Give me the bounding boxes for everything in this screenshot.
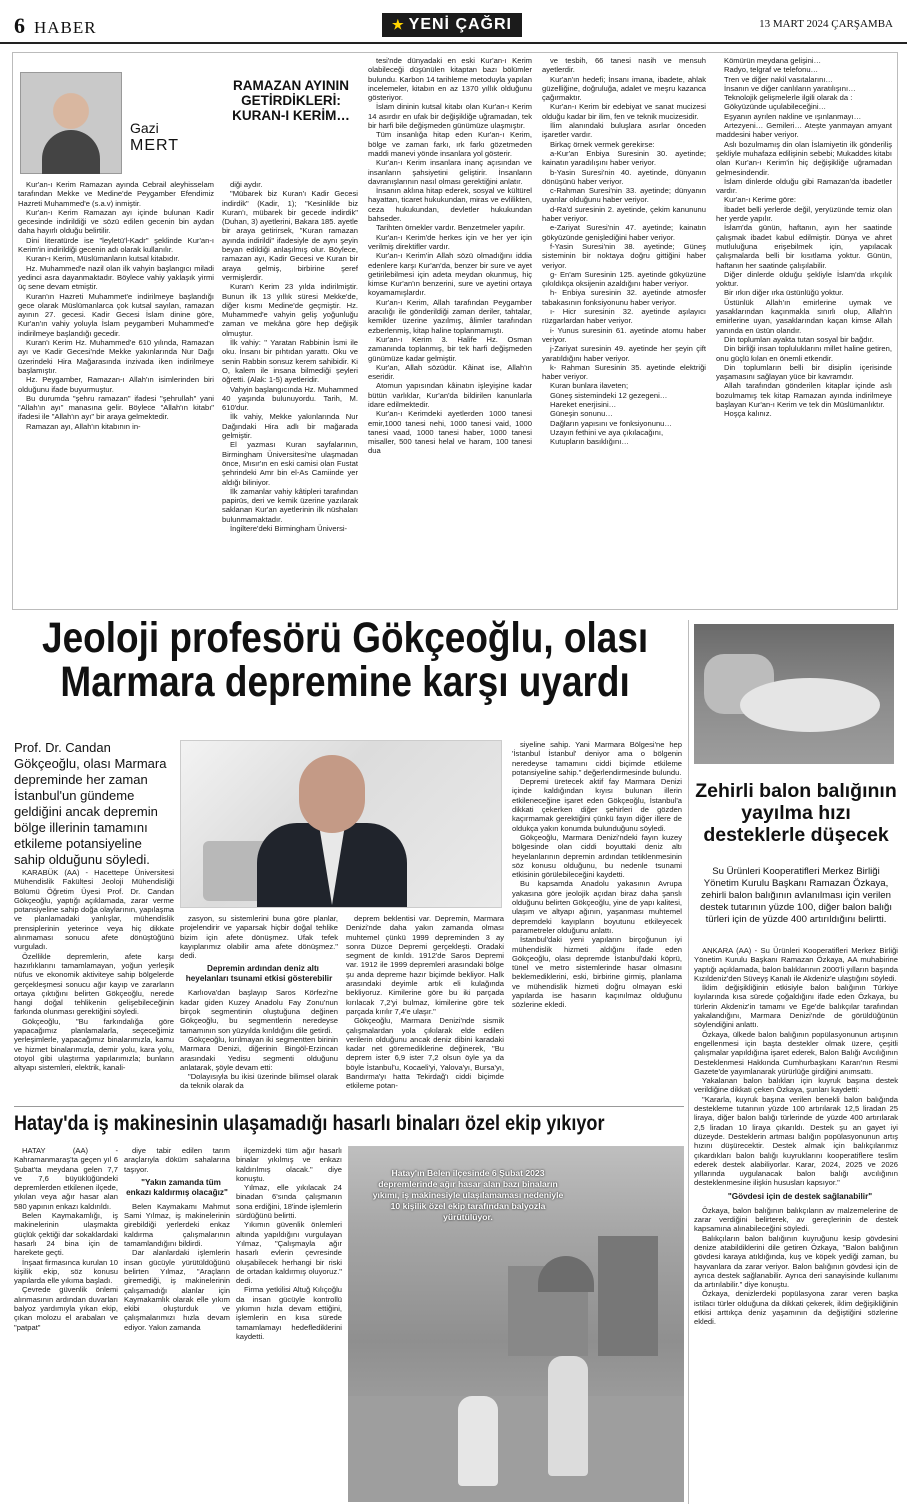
paragraph: b-Yasin Suresi'nin 40. ayetinde, dünyanın dönüşünü haber veriyor. xyxy=(542,167,706,186)
geology-headline-line2: Marmara depremine karşı uyardı xyxy=(60,658,630,706)
paragraph: diye tabir edilen tarım araçlarıyla döküm sahalarına taşıyor. xyxy=(124,1146,230,1174)
paragraph: Kuran'ın Hazreti Muhammet'e indirilmeye başlandığı gece olarak Müslümanlarca çok kutsal sayılan, ramazan ayının 27. gecesi. Kadir Gecesi İslam dinine göre, Kur'an'ın vahiy yoluyla İslam peygamberi Muhammed'e indirilmeye başlandığı gecedir. xyxy=(18,291,214,338)
page-number: 6 xyxy=(14,13,25,38)
paragraph: "Kararla, kuyruk başına verilen benekli balon balığında destekleme tutarının yüzde 100 artırılarak 12,5 liradan 25 liraya, diğer balon balığı türlerinde de yüzde 400 artırılarak 2,5 liradan 10 liraya çıkarıldı. Destek şu an gayet iyi düzeyde. Desteklerin artması balığın popülasyonunun artış hızını düşürecektir. Destek almak için balıkçılarımız çıkardıkları balon balığı kuyruklarını kooperatiflere teslim ederek destek alabiliyorlar. Karar, 2024, 2025 ve 2026 yıllarında uygulanacak balon balığı avcılığının desteklenmesine ilişkin hususları kapsıyor." xyxy=(694,1094,898,1188)
paragraph: İngiltere'deki Birmingham Üniversi- xyxy=(230,523,348,533)
paragraph: Kömürün meydana gelişini… xyxy=(724,56,822,65)
paragraph: Radyo, telgraf ve telefonu… xyxy=(724,65,819,75)
photo-caption: Hatay'ın Belen ilçesinde 6 Şubat 2023 depremlerinde ağır hasar alan bazı binaların yıkımı, iş makinesiyle ulaşılamaması nedeniyle 10 kişilik özel ekip tarafından balyozla yürütülüyor. xyxy=(372,1168,564,1222)
demolition-photo xyxy=(348,1146,684,1502)
paragraph: c-Rahman Suresi'nin 33. ayetinde; dünyanın uyarılar olduğunu haber veriyor. xyxy=(542,186,706,205)
paragraph: Kur'an-ı Kerim 3. Halife Hz. Osman zamanında toplanmış, bir tek harfi değişmeden günümüze kadar gelmiştir. xyxy=(368,334,532,363)
hatay-text-col3 xyxy=(236,1146,342,1502)
paragraph: Vahyin başlangıcında Hz. Muhammed 40 yaşında bulunuyordu. Tarih, M. 610'dur. xyxy=(222,384,358,413)
author-last-name: MERT xyxy=(130,137,180,154)
paragraph: Gökçeoğlu, kırılmayan iki segmentten birinin Marmara Denizi, diğerinin Bingöl-Erzincan arasındaki Yedisu segmenti olduğunu anlatarak, şöyle devam etti: xyxy=(180,1034,338,1072)
paragraph: Bu kapsamda Anadolu yakasının Avrupa yakasına göre jeolojik açıdan biraz daha şanslı olduğunu belirten Gökçeoğlu, yine de yapı kalitesi, ulaşım ve altyapı ağının, yaşanması muhtemel depremdeki kayıpların boyutunu etkileyecek parametreler olduğunu anlattı. xyxy=(512,879,682,935)
paragraph: Balıkçıların balon balığının kuyruğunu kesip gövdesini denize atabildiklerini dile getiren Özkaya, "Balon balığının gövdesi karaya atıldığında, kuş ve köpek yediği zaman, bu hayvanlara da zarar veriyor. Balon balığının gövdesi için de ayrıca destek sağlanabilir. Ayrıca deri sanayisinde kullanımı da artırılabilir." diye konuştu. xyxy=(694,1233,898,1290)
photo-rubble xyxy=(348,1396,684,1502)
photo-building-tall xyxy=(598,1236,658,1356)
paragraph: Gökçeoğlu, "Bu farkındalığa göre yapacağımız planlamalarla, seçeceğimiz yerleşimlerle, yapacağımız binalarımızla, kamu ve hizmet binalarımızla, demir yolu, kara yolu, otoyol gibi ulaştırma yapılarımızla; bunların altyapı sistemleri, elektrik, kanali- xyxy=(14,1016,174,1073)
paragraph: siyeline sahip. Yani Marmara Bölgesi'ne hep 'İstanbul İstanbul' deniyor ama o bölgenin neredeyse tamamını ciddi biçimde etkileme potansiyeline sahip." değerlendirmesinde bulundu. xyxy=(512,740,682,777)
paragraph: Din toplumları ayakta tutan sosyal bir bağdır. xyxy=(724,334,874,344)
paragraph: Gökçeoğlu, Marmara Denizi'nde sismik çalışmalardan yola çıkılarak elde edilen verilerin olduğunu ancak deniz dibini karadaki kadar net göremediklerine değinerek, "Bu deprem ister 6,9 ister 7,2 olsun öyle ya da böyle İstanbul'u, Kocaeli'yi, Yalova'yı, Bursa'yı, Bandırma'yı hatta Tekirdağ'ı ciddi biçimde etkileme potan- xyxy=(346,1016,504,1091)
geology-headline xyxy=(14,616,676,704)
paragraph: ı- Hicr suresinin 32. ayetinde aşılayıcı rüzgarlardan haber veriyor. xyxy=(542,307,706,326)
paragraph: Hz. Muhammed'e nazil olan ilk vahyin başlangıcı miladi yedinci asra dayanmaktadır. Böylece vahiy yaklaşık yirmi üç sene devam etmiştir. xyxy=(18,263,214,292)
paragraph: İlk zamanlar vahiy kâtipleri tarafından papirüs, deri ve kemik üzerine yazılarak saklanan Kur'an ayetlerinin ilk nüshaları bulunmamaktadır. xyxy=(222,486,358,524)
paragraph: Güneşin sonunu… xyxy=(550,409,613,419)
paragraph: Eşyanın ayrılen nakline ve ışınlanmayı… xyxy=(724,111,862,121)
paragraph: Kuran'ı Kerim Hz. Muhammed'e 610 yılında, Ramazan ayı ve Kadir Gecesi'nde Mekke yakınlarında Nur Dağı üzerindeki Hira Mağarasında inzivada iken indirilmeye başlamıştır. xyxy=(18,338,214,375)
paragraph: Din birliği insan topluluklarını millet haline getiren, onu güçlü kılan en önemli etkendir. xyxy=(716,344,892,363)
paragraph: İklim değişikliğinin etkisiyle balon balığının Türkiye kıyılarında kısa sürede çoğaldığını ifade eden Özkaya, bu türlerin Akdeniz'in tamamı ve Ege'de balıkçılar tarafından yakalandığını, Marmara Denizi'nde de görüldüğünün söylendiğini anlattı. xyxy=(694,983,898,1030)
paragraph: j-Zariyat suresinin 49. ayetinde her şeyin çift yaratıldığını haber veriyor. xyxy=(542,344,706,363)
paragraph: ilçemizdeki tüm ağır hasarlı binalar yıkılmış ve enkazı kaldırılmış olacak." diye konuştu. xyxy=(236,1146,342,1183)
paragraph: Kur'an-ı Kerim'de herkes için ve her yer için verilmiş direktifler vardır. xyxy=(368,232,532,251)
section-title: HABER xyxy=(34,18,97,37)
paragraph: ANKARA (AA) - Su Ürünleri Kooperatifleri Merkez Birliği Yönetim Kurulu Başkanı Ramazan Özkaya, AA muhabirine yaptığı açıklamada, balon balıklarının 2000'li yılların başında Kızıldeniz'den Süveyş Kanalı ile Akdeniz'e ulaştığını söyledi. xyxy=(694,946,898,983)
paragraph: İlk vahiy, Mekke yakınlarında Nur Dağındaki Hira adlı bir mağarada gelmiştir. xyxy=(222,412,358,441)
paragraph: İnsanın ve diğer canlıların yaratılışını… xyxy=(724,83,856,93)
paragraph: İslam'da günün, haftanın, ayın her saatinde çalışmak ibadet kabul edilmiştir. Dünya ve ahret mutluluğuna erişebilmek için, yapılacak çalışmalarda belli bir kısıtlama yoktur. Günün, haftanın her saatinde çalışılabilir. xyxy=(716,223,892,270)
paragraph: Bu durumda "şehru ramazan" ifadesi "şehrullah" yani "Allah'ın ayı" manasına gelir. Böylece "Allah'ın kitabı" ifadesi ile "Allah'ın ayı" bir araya gelmektedir. xyxy=(18,393,214,422)
paragraph: k- Rahman Suresinin 35. ayetinde elektriği haber veriyor. xyxy=(542,362,706,382)
paragraph: Özkaya, denizlerdeki popülasyona zarar veren başka istilacı türler olduğuna da dikkati çekerek, iklim değişikliğinin etkisi arttıkça deniz yaşamının da değiştiğini sözlerine ekledi. xyxy=(694,1289,898,1327)
section-rule xyxy=(14,1106,684,1107)
author-first-name: Gazi xyxy=(130,120,159,136)
paragraph: Allah tarafından gönderilen kitaplar içinde aslı bozulmamış tek kitap Ramazan ayında indirilmeye başlayan Kur'an-ı Kerim ve tek din Müslümanlıktır. xyxy=(716,381,892,409)
paragraph: a-Kur'an Enbiya Suresinin 30. ayetinde; kainatın yaradılışını haber veriyor. xyxy=(542,148,706,168)
pufferfish-photo xyxy=(694,624,894,764)
geology-text-col1 xyxy=(14,868,174,1100)
paragraph: İslam dininin kutsal kitabı olan Kur'an-ı Kerim 14 asırdır en ufak bir değişikliğe uğramadan, tek bir harfi bile değişmeden günümüze ulaşmıştır. xyxy=(368,102,532,131)
paragraph: Kur'an-ı Kerim insanlara inanç açısından ve insanların şahsiyetini geliştirir. İnsanların davranışlarının nasıl olması gerektiğini anlatır. xyxy=(368,158,532,186)
subheading: "Yakın zamanda tüm enkazı kaldırmış olacağız" xyxy=(126,1177,228,1197)
paragraph: Tarihten örnekler vardır. Benzetmeler yapılır. xyxy=(376,223,525,233)
hatay-headline: Hatay'da iş makinesinin ulaşamadığı hasarlı binaları özel ekip yıkıyor xyxy=(14,1112,605,1135)
paragraph: Birkaç örnek vermek gerekirse: xyxy=(550,139,655,149)
paragraph: İlk vahiy: " Yaratan Rabbinin İsmi ile oku. İnsanı bir pıhtıdan yarattı. Oku ve senin Rabbin sonsuz kerem sahibidir. Ki O, kalem ile insana bilmediği şeyleri öğretti. (Alak: 1-5) ayetleridir. xyxy=(222,338,358,385)
paragraph: Kur'an'ın hedefi; İnsanı imana, ibadete, ahlak güzelliğine, doğruluğa, adalet ve meşru kazanca çağırmaktır. xyxy=(542,74,706,103)
paragraph: Hoşça kalınız. xyxy=(724,409,772,419)
paragraph: Kutupların basıklığını… xyxy=(550,437,629,447)
photo-fish xyxy=(740,678,880,732)
issue-date: 13 MART 2024 ÇARŞAMBA xyxy=(759,18,893,30)
photo-worker xyxy=(548,1356,588,1476)
paragraph: g- En'am Suresinin 125. ayetinde gökyüzüne çıkıldıkça oksijenin azaldığını haber veriyor. xyxy=(542,269,706,289)
paragraph: İnşaat firmasınca kurulan 10 kişilik ekip, söz konusu yapılarda elle yıkıma başladı. xyxy=(14,1257,118,1286)
paragraph: Üstünlük Allah'ın emirlerine uymak ve yasaklarından kaçınmakla sınırlı olup, Allah'ın emirlerine uyan, yasaklarından kaçan kimse Allah yanında en üstün olandır. xyxy=(716,297,892,335)
column-text-col2 xyxy=(222,180,358,600)
hatay-text-col2 xyxy=(124,1146,230,1502)
paragraph: Uzayın fethini ve aya çıkılacağını, xyxy=(550,427,664,437)
photo-face xyxy=(299,755,365,833)
paragraph: Çevrede güvenlik önlemi alınmasının ardından duvarları balyoz yardımıyla yıkan ekip, çıkan molozu el arabaları ve "patpat" xyxy=(14,1285,118,1332)
paragraph: İnsanın aklına hitap ederek, sosyal ve kültürel hayattan, ticaret hukukundan, miras ve evlilikten, ceza hukukundan, devletler hukukundan bahseder. xyxy=(368,186,532,224)
paragraph: Özkaya, balon balığının balıkçıların av malzemelerine de zarar verdiğini belirterek, av gereçlerinin de destek kapsamına alınabileceğini söyledi. xyxy=(694,1205,898,1234)
paragraph: İslam dinlerde olduğu gibi Ramazan'da ibadetler vardır. xyxy=(716,176,892,196)
paragraph: Özellikle depremlerin, afete karşı hazırlıklarını tamamlamayan, yoğun yerleşik nüfus ve ekonomik aktiviteye sahip bölgelerde gerçekleşmesi sonucu ağır kayıp ve zararların ortaya çıktığını belirten Gökçeoğlu, nerede hangi doğal tehlikenin gelişebileceğinin farkında olunması gerektiğini söyledi. xyxy=(14,951,174,1017)
paragraph: Artezyeni… Gemileri… Ateşte yanmayan amyant maddesini haber veriyor. xyxy=(716,121,892,140)
paragraph: Depremi üretecek aktif fay Marmara Denizi içinde kaldığından kıyısı bulunan illerin etkileneceğine işaret eden Gökçeoğlu, İstanbul'a dikkati çekerken diğer şehirleri de gözden kaçırmamak gerektiğini çünkü fayın diğer illere de oldukça yakın konumda bulunduğunu söyledi. xyxy=(512,777,682,833)
paragraph: Kur'an, Allah sözüdür. Kâinat ise, Allah'ın eseridir. xyxy=(368,362,532,382)
paragraph: Hareket enerjisini… xyxy=(550,399,617,409)
paragraph: Gökçeoğlu, Marmara Denizi'ndeki fayın kuzey bölgesinde olan ciddi boyuttaki deniz altı heyelanlarının depremin ardından tetiklenmesinin söz konusu olduğunu, bu nedenle tsunami etkisinin görülebileceğini kaydetti. xyxy=(512,832,682,880)
paragraph: Kuran-ı Kerim, Müslümanların kutsal kitabıdır. xyxy=(26,254,180,264)
paragraph: Diğer dinlerde olduğu şekliyle İslam'da ırkçılık yoktur. xyxy=(716,269,892,289)
column-text-col4 xyxy=(542,56,706,604)
paragraph: Kur'an-ı Kerimdeki ayetlerden 1000 tanesi emir,1000 tanesi nehi, 1000 tanesi vaid, 1000 tanesi vaad, 1000 tanesi haber, 1000 tanesi misaller, 500 tanesi helal ve haram, 100 tanesi dua xyxy=(368,409,532,456)
paragraph: HATAY (AA) - Kahramanmaraş'ta geçen yıl 6 Şubat'ta meydana gelen 7,7 ve 7,6 büyüklüğündeki depremlerden etkilenen ilçede, yıkılan veya ağır hasar alan 580 yapının enkazı kaldırıldı. xyxy=(14,1146,118,1211)
subheading: Depremin ardından deniz altı heyelanları tsunami etkisi gösterebilir xyxy=(185,964,333,984)
paragraph: Kur'an-ı Kerim Ramazan ayında Cebrail aleyhisselam tarafından Mekke ve Medine'de Peygamber Efendimiz Hazreti Muhammed'e (s.a.v) inmiştir. xyxy=(18,180,214,208)
paragraph: ve tesbih, 66 tanesi nasih ve mensuh ayetlerdir. xyxy=(542,56,706,75)
logo-text: YENİ ÇAĞRI xyxy=(408,16,512,33)
paragraph: Kuran bunlara ilaveten; xyxy=(550,381,629,391)
professor-photo xyxy=(180,740,502,908)
paragraph: d-Ra'd suresinin 2. ayetinde, çekim kanununu haber veriyor. xyxy=(542,204,706,224)
paragraph: KARABÜK (AA) - Hacettepe Üniversitesi Mühendislik Fakültesi Jeoloji Mühendisliği Bölümü Öğretim Üyesi Prof. Dr. Candan Gökçeoğlu, yaptığı açıklamada, zarar verme potansiyeline sahip doğa olaylarının, yapılaşma ve planlamadaki yanlışlar, mühendislik prensiplerinin yeterince veya hiç dikkate alınmaması sonucu afete dönüştüğünü vurguladı. xyxy=(14,868,174,952)
paragraph: Kur'an-ı Kerim, Allah tarafından Peygamber aracılığı ile gönderildiği zaman deriler, tahtalar, kemikler üzerine yazılmış, âlimler tarafından ezberlenmiş, kitap haline toplanmamıştı. xyxy=(368,297,532,335)
column-text-col1 xyxy=(18,180,214,600)
paragraph: Gökyüzünde uçulabileceğini… xyxy=(724,102,827,112)
paragraph: tesi'nde dünyadaki en eski Kur'an-ı Kerim olabileceği düşünülen kitaptan bazı bölümler bulundu. Karbon 14 tarihleme metoduyla yapılan incelemeler, kitabın en az 1370 yıllık olduğunu gösteriyor. xyxy=(368,56,532,103)
fish-lead: Su Ürünleri Kooperatifleri Merkez Birliği Yönetim Kurulu Başkanı Ramazan Özkaya, zehirli balon balığının avlanılması için verilen destek tutarının yüzde 100, diğer balon balığı türleri için de yüzde 400 artırıldığını belirtti. xyxy=(699,866,892,925)
paragraph: Teknolojik gelişmelerle ilgili olarak da : xyxy=(724,93,853,103)
geology-headline-line1: Jeoloji profesörü Gökçeoğlu, olası xyxy=(42,614,649,662)
fish-headline: Zehirli balon balığının yayılma hızı desteklerle düşecek xyxy=(695,780,897,846)
column-text-col5 xyxy=(716,56,892,604)
paragraph: İlim alanındaki buluşlara asırlar önceden işaretler vardır. xyxy=(542,121,706,140)
paragraph: Karlıova'dan başlayıp Saros Körfezi'ne kadar giden Kuzey Anadolu Fay Zonu'nun birçok segmentinin oluştuğuna değinen Gökçeoğlu, bu segmentlerin neredeyse tamamının son yüzyılda kırıldığını dile getirdi. xyxy=(180,988,338,1035)
paragraph: Dağların yapısını ve fonksiyonunu… xyxy=(550,418,672,428)
geology-text-col4 xyxy=(512,740,682,1100)
column-text-col3 xyxy=(368,56,532,604)
paragraph: Tren ve diğer nakil vasıtalarını… xyxy=(724,74,834,84)
paragraph: Ramazan ayı, Allah'ın kitabının in- xyxy=(26,421,141,431)
geology-lead: Prof. Dr. Candan Gökçeoğlu, olası Marmara depreminde her zaman İstanbul'un gündeme geldiğini ancak depremin bölge illerinin tamamını etkileme potansiyeline sahip olduğunu söyledi. xyxy=(14,740,167,867)
paragraph: diği aydır. xyxy=(230,180,263,189)
paragraph: Firma yetkilisi Altuğ Kılıçoğlu da insan gücüyle kontrollü yıkımın hızla devam ettiğini, işlemlerin en kısa sürede tamamlamayı hedeflediklerini kaydetti. xyxy=(236,1285,342,1341)
paragraph: Kur'an-ı Kerim'in Allah sözü olmadığını iddia edenlere karşı Kur'an'da, benzer bir sure ve ayet getirilebilmesi için adeta meydan okunmuş, hiç kimse Kur'an'ın benzerini, sure ve ayetini ortaya koyamamışlardır. xyxy=(368,251,532,298)
paragraph: Kur'an-ı Kerim bir edebiyat ve sanat mucizesi olduğu kadar bir ilim, fen ve teknik mucizesidir. xyxy=(542,102,706,121)
paragraph: e-Zariyat Suresi'nin 47. ayetinde; kainatın gökyüzünde genişlediğini haber veriyor. xyxy=(542,223,706,242)
paragraph: Bir ırkın diğer ırka üstünlüğü yoktur. xyxy=(724,288,844,298)
paragraph: Atomun yapısından kâinatın işleyişine kadar bütün varlıklar, Kur'an'da bildirilen kanunlarla idare edilmektedir. xyxy=(368,381,532,409)
paragraph: Yıkımın güvenlik önlemleri altında yapıldığını vurgulayan Yılmaz, "Çalışmayla ağır hasarlı evlerin çevresinde oluşabilecek herhangi bir riski de ortadan kaldırmış oluyoruz." dedi. xyxy=(236,1220,342,1286)
column-divider xyxy=(688,620,689,1504)
paragraph: İbadet belli yerlerde değil, yeryüzünde temiz olan her yerde yapılır. xyxy=(716,204,892,224)
paragraph: h- Enbiya suresinin 32. ayetinde atmosfer tabakasının fonksiyonunu haber veriyor. xyxy=(542,288,706,307)
paragraph: Belen Kaymakamlığı, iş makinelerinin ulaşmakta güçlük çektiği dar sokaklardaki hasarlı 24 bina için de harekete geçti. xyxy=(14,1211,118,1258)
fish-text xyxy=(694,946,898,1502)
paragraph: i- Yunus suresinin 61. ayetinde atomu haber veriyor. xyxy=(542,325,706,344)
paragraph: Kur'an-ı Kerime göre: xyxy=(724,195,796,205)
paragraph: deprem beklentisi var. Depremin, Marmara Denizi'nde daha yakın zamanda olması muhtemel çünkü 1999 depreminden 3 ay sonra Düzce Depremi gerçekleşti. Oradaki segment de kırıldı. 1912'de Saros Depremi var. 1912 ile 1999 depremleri arasındaki bölge şu anda depreme hazır biçimde bekliyor. Halk arasındaki deyimle artık eli kulağında bekliyoruz. Kimilerine göre bu iki parçada kırılacak 7,2'yi bulmaz, kimilerine göre tek parçada kırılır 7,4'e ulaşır." xyxy=(346,914,504,1016)
star-icon: ★ xyxy=(392,17,405,32)
paragraph: "Dolayısıyla bu ikisi üzerinde bilimsel olarak da teknik olarak da xyxy=(180,1072,338,1091)
geology-text-col3 xyxy=(346,914,504,1100)
paragraph: İstanbul'daki yeni yapıların birçoğunun iyi mühendislik hizmeti aldığını ifade eden Gökçeoğlu, olası depremde İstanbul'daki köprü, tünel ve metro sistemlerinde hasar olmasını beklemediklerini, eski, birbirine girmiş, planlama ve mühendislik hizmeti doğru olmayan eski yapılarda ise hasarın kaçınılmaz olduğunu sözlerine ekledi. xyxy=(512,935,682,1010)
paragraph: Hz. Peygamber, Ramazan-ı Allah'ın isimlerinden biri olduğunu ifade buyurmuştur. xyxy=(18,375,214,394)
paragraph: Yılmaz, elle yıkılacak 24 binadan 6'sında çalışmanın sona erdiğini, 18'inde işlemlerin sürdüğünü belirtti. xyxy=(236,1183,342,1221)
paragraph: Kur'an-ı Kerim Ramazan ayı içinde bulunan Kadir gecesinde indirildiği ve sözü edilen gecenin bin aydan daha hayırlı olduğu belirtilir. xyxy=(18,207,214,236)
paragraph: El yazması Kuran sayfalarının, Birmingham Üniversitesi'ne ulaşmadan önce, Mısır'ın en eski camisi olan Fustat şehrindeki Amr bin el-As Camiinde yer aldığı biliniyor. xyxy=(222,440,358,487)
paragraph: Yakalanan balon balıkları için kuyruk başına destek verildiğine dikkati çeken Özkaya, şunları kaydetti: xyxy=(694,1076,898,1095)
paragraph: Özkaya, ülkede balon balığının popülasyonunun artışının engellenmesi için başta destekler olmak üzere, çeşitli çalışmalar yapıldığına işaret ederek, Balon Balığı Avcılığının Desteklenmesi Hakkında Cumhurbaşkanı Kararı'nın Resmi Gazete'de yayımlanarak yürürlüğe girdiğini anımsattı. xyxy=(694,1029,898,1076)
paragraph: Aslı bozulmamış din olan İslamiyetin ilk gönderiliş şekliyle muhafaza edilişinin sebebi; Mukaddes kitabı olan Kur'an-ı Kerim'in hiç değişikliğe uğramadan gelmesindendir. xyxy=(716,139,892,177)
paragraph: "Mübarek biz Kuran'ı Kadir Gecesi indirdik" (Kadir, 1); "Kesinlikle biz Kuran'ı, mübarek bir gecede indirdik" (Duhan, 3) ayetlerini, Bakara 185. ayetle bir araya getirirsek, "Kuran ramazan ayında indirildi" ifadesiyle de aynı şeyin beyan edildiği anlaşılmış olur. Böylece, ramazan ayı, Kadir Gecesi ve Kuran bir araya gelmiş, birbirine şeref vermişlerdir. xyxy=(222,189,358,282)
hatay-text-col1 xyxy=(14,1146,118,1502)
photo-mosque-dome xyxy=(538,1256,594,1292)
paragraph: Belen Kaymakamı Mahmut Sami Yılmaz, iş makinelerinin girebildiği yerlerdeki enkaz kaldırma çalışmalarının tamamlandığını bildirdi. xyxy=(124,1201,230,1249)
paragraph: Kuran'ı Kerim 23 yılda indirilmiştir. Bunun ilk 13 yıllık süresi Mekke'de, diğer kısmı Medine'de geçmiştir. Hz. Muhammed'e vahyin geliş yoğunluğu zaman ve mekâna göre hep değişik olmuştur. xyxy=(222,282,358,338)
paragraph: zasyon, su sistemlerini buna göre planlar, projelendirir ve yaparsak hiçbir doğal tehlike bizim için afete dönüşmez. Ufak tefek kayıplarımız olabilir ama afete dönüşmez." dedi. xyxy=(180,914,338,961)
newspaper-logo xyxy=(382,13,522,37)
paragraph: Güneş sistemindeki 12 gezegeni… xyxy=(550,390,668,400)
paragraph: Dini literatürde ise "leyletü'l-Kadr" şeklinde Kur'an-ı Kerim'in indirildiği gecenin adı olarak kullanılır. xyxy=(18,235,214,255)
paragraph: Din toplumların belli bir disiplin içerisinde yaşamasını sağlayan yüce bir kavramdır. xyxy=(716,362,892,382)
photo-worker xyxy=(458,1396,498,1486)
paragraph: f-Yasin Suresi'nin 38. ayetinde; Güneş sisteminin bir noktaya doğru gittiğini haber veriyor. xyxy=(542,241,706,270)
subheading: "Gövdesi için de destek sağlanabilir" xyxy=(727,1191,873,1201)
column-title: RAMAZAN AYININ GETİRDİKLERİ: KURAN-I KERİM… xyxy=(232,78,350,123)
geology-text-col2 xyxy=(180,914,338,1100)
paragraph: Dar alanlardaki işlemlerin insan gücüyle yürütüldüğünü belirten Yılmaz, "Araçların giremediği, iş makinelerinin çalışamadığı alanlar için Kaymakamlık olarak elle yıkım ekibi oluşturduk ve çalışmalarımızı hızla devam ediyor. Yakın zamanda xyxy=(124,1248,230,1332)
paragraph: Tüm insanlığa hitap eden Kur'an-ı Kerim, bölge ve zaman farkı, ırk farkı gözetmeden maddi manevi yönde insanlara yol gösterir. xyxy=(368,130,532,158)
